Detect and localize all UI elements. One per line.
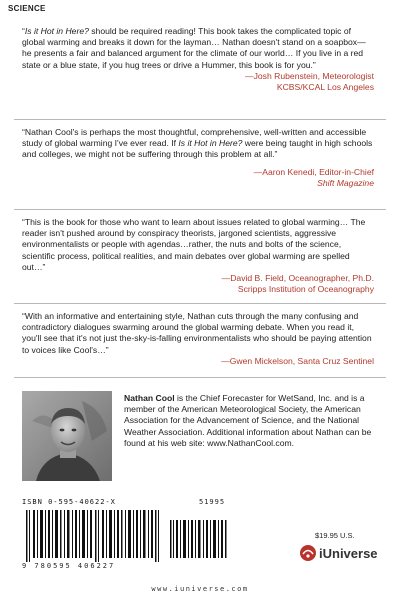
author-photo <box>22 391 112 481</box>
blurb-1 <box>22 26 374 93</box>
attribution-publication: Shift Magazine <box>317 177 374 188</box>
divider <box>14 119 386 120</box>
attribution-publication: KCBS/KCAL Los Angeles <box>276 82 374 93</box>
author-portrait-graphic <box>22 391 112 481</box>
barcode-digits: 9 780595 406227 <box>22 562 116 570</box>
divider <box>14 377 386 378</box>
isbn-number: ISBN 0-595-40622-X <box>22 498 116 506</box>
blurb-3 <box>22 217 374 295</box>
blurb-1-text: “Is it Hot in Here? should be required reading! This book takes the complicated topic of global warming and breaks it down for the layman… Nathan doesn't stand on a soapbox—he presents a fair and balanced argument for the climate of our world… If you live in a red state or a blue state, if you hug trees or drive a Hummer, this book is for you.” <box>22 26 366 70</box>
attribution-name: —Gwen Mickelson, Santa Cruz Sentinel <box>221 355 374 366</box>
blurb-3-text: “This is the book for those who want to learn about issues related to global warming… The reader isn't pushed around by conspiracy theorists, jargoned scientists, aggressive environmentalists or people with agendas…rather, the nuts and bolts of the science, scientific process, political realities, and main debates over global warming are spelled out…” <box>22 217 366 272</box>
divider <box>14 209 386 210</box>
category-label: SCIENCE <box>8 4 46 13</box>
blurb-3-attribution <box>22 273 374 295</box>
author-bio <box>124 393 380 449</box>
blurb-2 <box>22 127 374 189</box>
attribution-name: —David B. Field, Oceanographer, Ph.D. <box>221 273 374 284</box>
publisher-logo <box>300 545 378 561</box>
blurb-4-attribution <box>22 356 374 367</box>
iuniverse-logo-icon <box>300 545 316 561</box>
author-bio-text: is the Chief Forecaster for WetSand, Inc. and is a member of the American Meteorological Society, the American Association for the Advancement of Science, and the National Weather Association. Additional information about Nathan can be found at his web site: www.NathanCool.com. <box>124 393 372 448</box>
publisher-website: www.iuniverse.com <box>151 585 249 593</box>
blurb-1-attribution <box>22 71 374 93</box>
price-code: 51995 <box>199 498 226 506</box>
attribution-publication: Scripps Institution of Oceanography <box>237 284 374 295</box>
barcode-block <box>22 498 252 578</box>
attribution-name: —Aaron Kenedi, Editor-in-Chief <box>253 166 374 177</box>
blurb-4 <box>22 311 374 367</box>
barcode-graphic <box>22 510 252 562</box>
blurb-2-attribution <box>22 167 374 189</box>
book-title-italic: Is it Hot in Here? <box>24 26 89 36</box>
divider <box>14 303 386 304</box>
publisher-name: iUniverse <box>319 545 378 561</box>
attribution-name: —Josh Rubenstein, Meteorologist <box>245 70 374 81</box>
book-title-italic: Is it Hot in Here? <box>178 138 243 149</box>
blurb-2-text: “Nathan Cool's is perhaps the most thoughtful, comprehensive, well-written and accessible study of global warming I've ever read. If Is it Hot in Here? were being taught in high schools and colleges, we might not be suffering through this problem at all.” <box>22 127 373 160</box>
author-name: Nathan Cool <box>124 393 175 403</box>
price: $19.95 U.S. <box>315 531 355 540</box>
blurb-4-text: “With an informative and entertaining style, Nathan cuts through the many confusing and contradictory dialogues swarming around the global warming debate. When you read it, you'll see that it's not just the-sky-is-falling environmentalists who should be paying attention to voices like Cool's…” <box>22 311 372 355</box>
